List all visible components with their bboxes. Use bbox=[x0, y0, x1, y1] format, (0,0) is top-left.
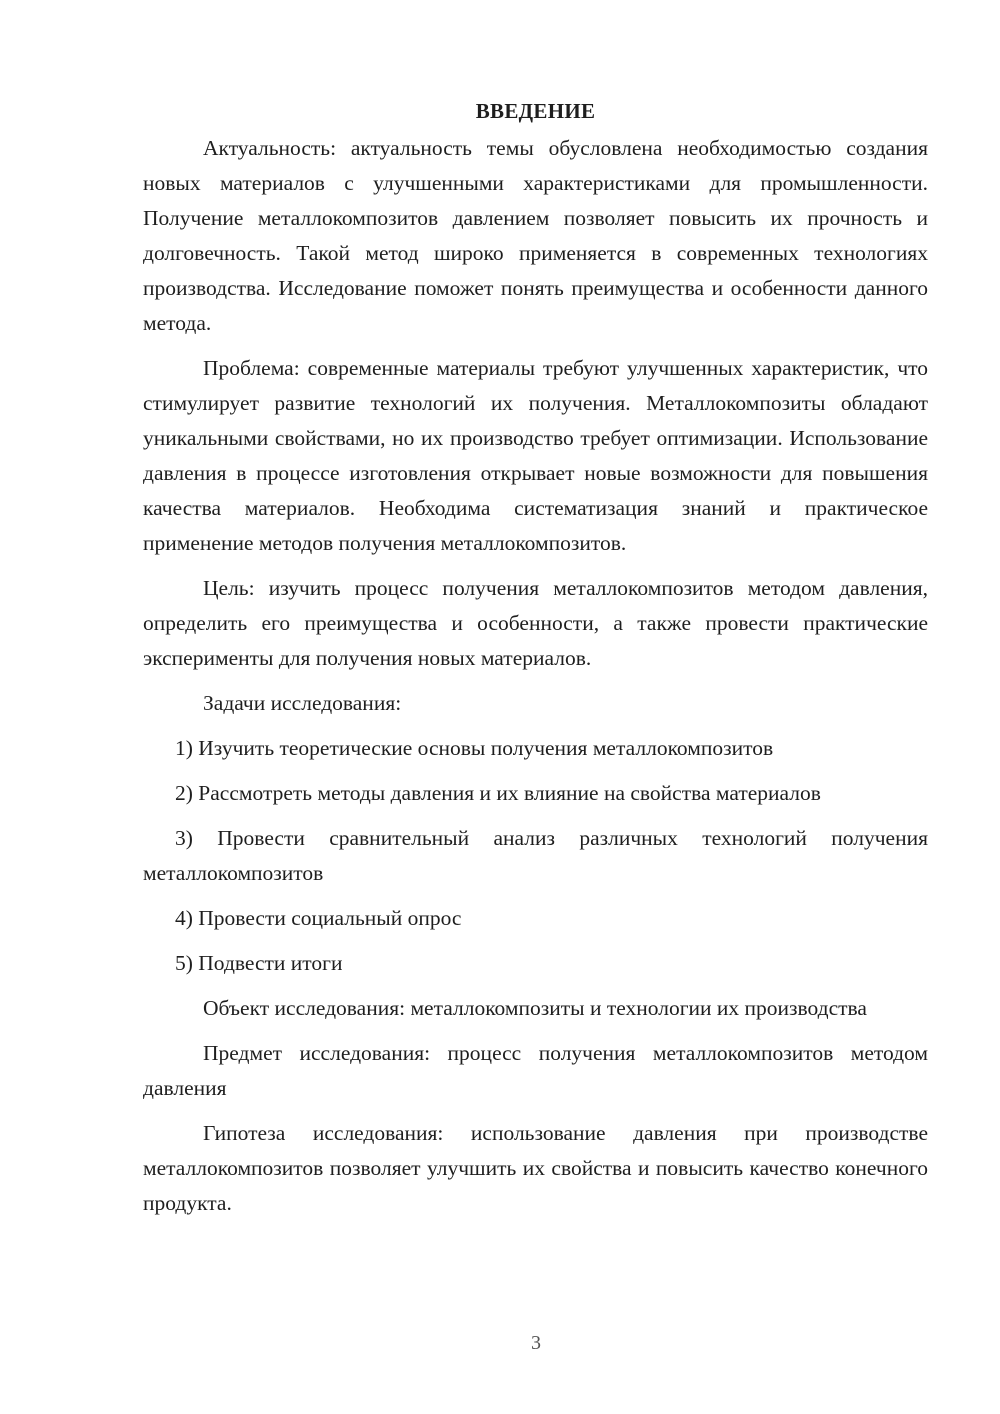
relevance-paragraph: Актуальность: актуальность темы обусловлена необходимостью создания новых материалов с улучшенными характеристиками для промышленности. Получение металлокомпозитов давлением позволяет повысить их прочность и долговечность. Такой метод широко применяется в современных технологиях производства. Исследование поможет понять преимущества и особенности данного метода. bbox=[143, 136, 928, 335]
task-item-5: 5) Подвести итоги bbox=[175, 951, 343, 975]
document-page bbox=[143, 90, 928, 1231]
page-title: ВВЕДЕНИЕ bbox=[475, 99, 596, 123]
goal-paragraph: Цель: изучить процесс получения металлокомпозитов методом давления, определить его преимущества и особенности, а также провести практические эксперименты для получения новых материалов. bbox=[143, 576, 928, 670]
tasks-heading: Задачи исследования: bbox=[203, 691, 402, 715]
task-item-1: 1) Изучить теоретические основы получения металлокомпозитов bbox=[175, 736, 774, 760]
subject-paragraph: Предмет исследования: процесс получения металлокомпозитов методом давления bbox=[143, 1041, 928, 1100]
task-item-3: 3) Провести сравнительный анализ различных технологий получения металлокомпозитов bbox=[143, 826, 928, 885]
object-paragraph: Объект исследования: металлокомпозиты и технологии их производства bbox=[203, 996, 867, 1020]
problem-paragraph: Проблема: современные материалы требуют улучшенных характеристик, что стимулирует развитие технологий их получения. Металлокомпозиты обладают уникальными свойствами, но их производство требует оптимизации. Использование давления в процессе изготовления открывает новые возможности для повышения качества материалов. Необходима систематизация знаний и практическое применение методов получения металлокомпозитов. bbox=[143, 356, 928, 555]
task-item-2: 2) Рассмотреть методы давления и их влияние на свойства материалов bbox=[175, 781, 821, 805]
hypothesis-paragraph: Гипотеза исследования: использование давления при производстве металлокомпозитов позволяет улучшить их свойства и повысить качество конечного продукта. bbox=[143, 1121, 928, 1215]
task-item-4: 4) Провести социальный опрос bbox=[175, 906, 462, 930]
page-number: 3 bbox=[531, 1332, 541, 1354]
